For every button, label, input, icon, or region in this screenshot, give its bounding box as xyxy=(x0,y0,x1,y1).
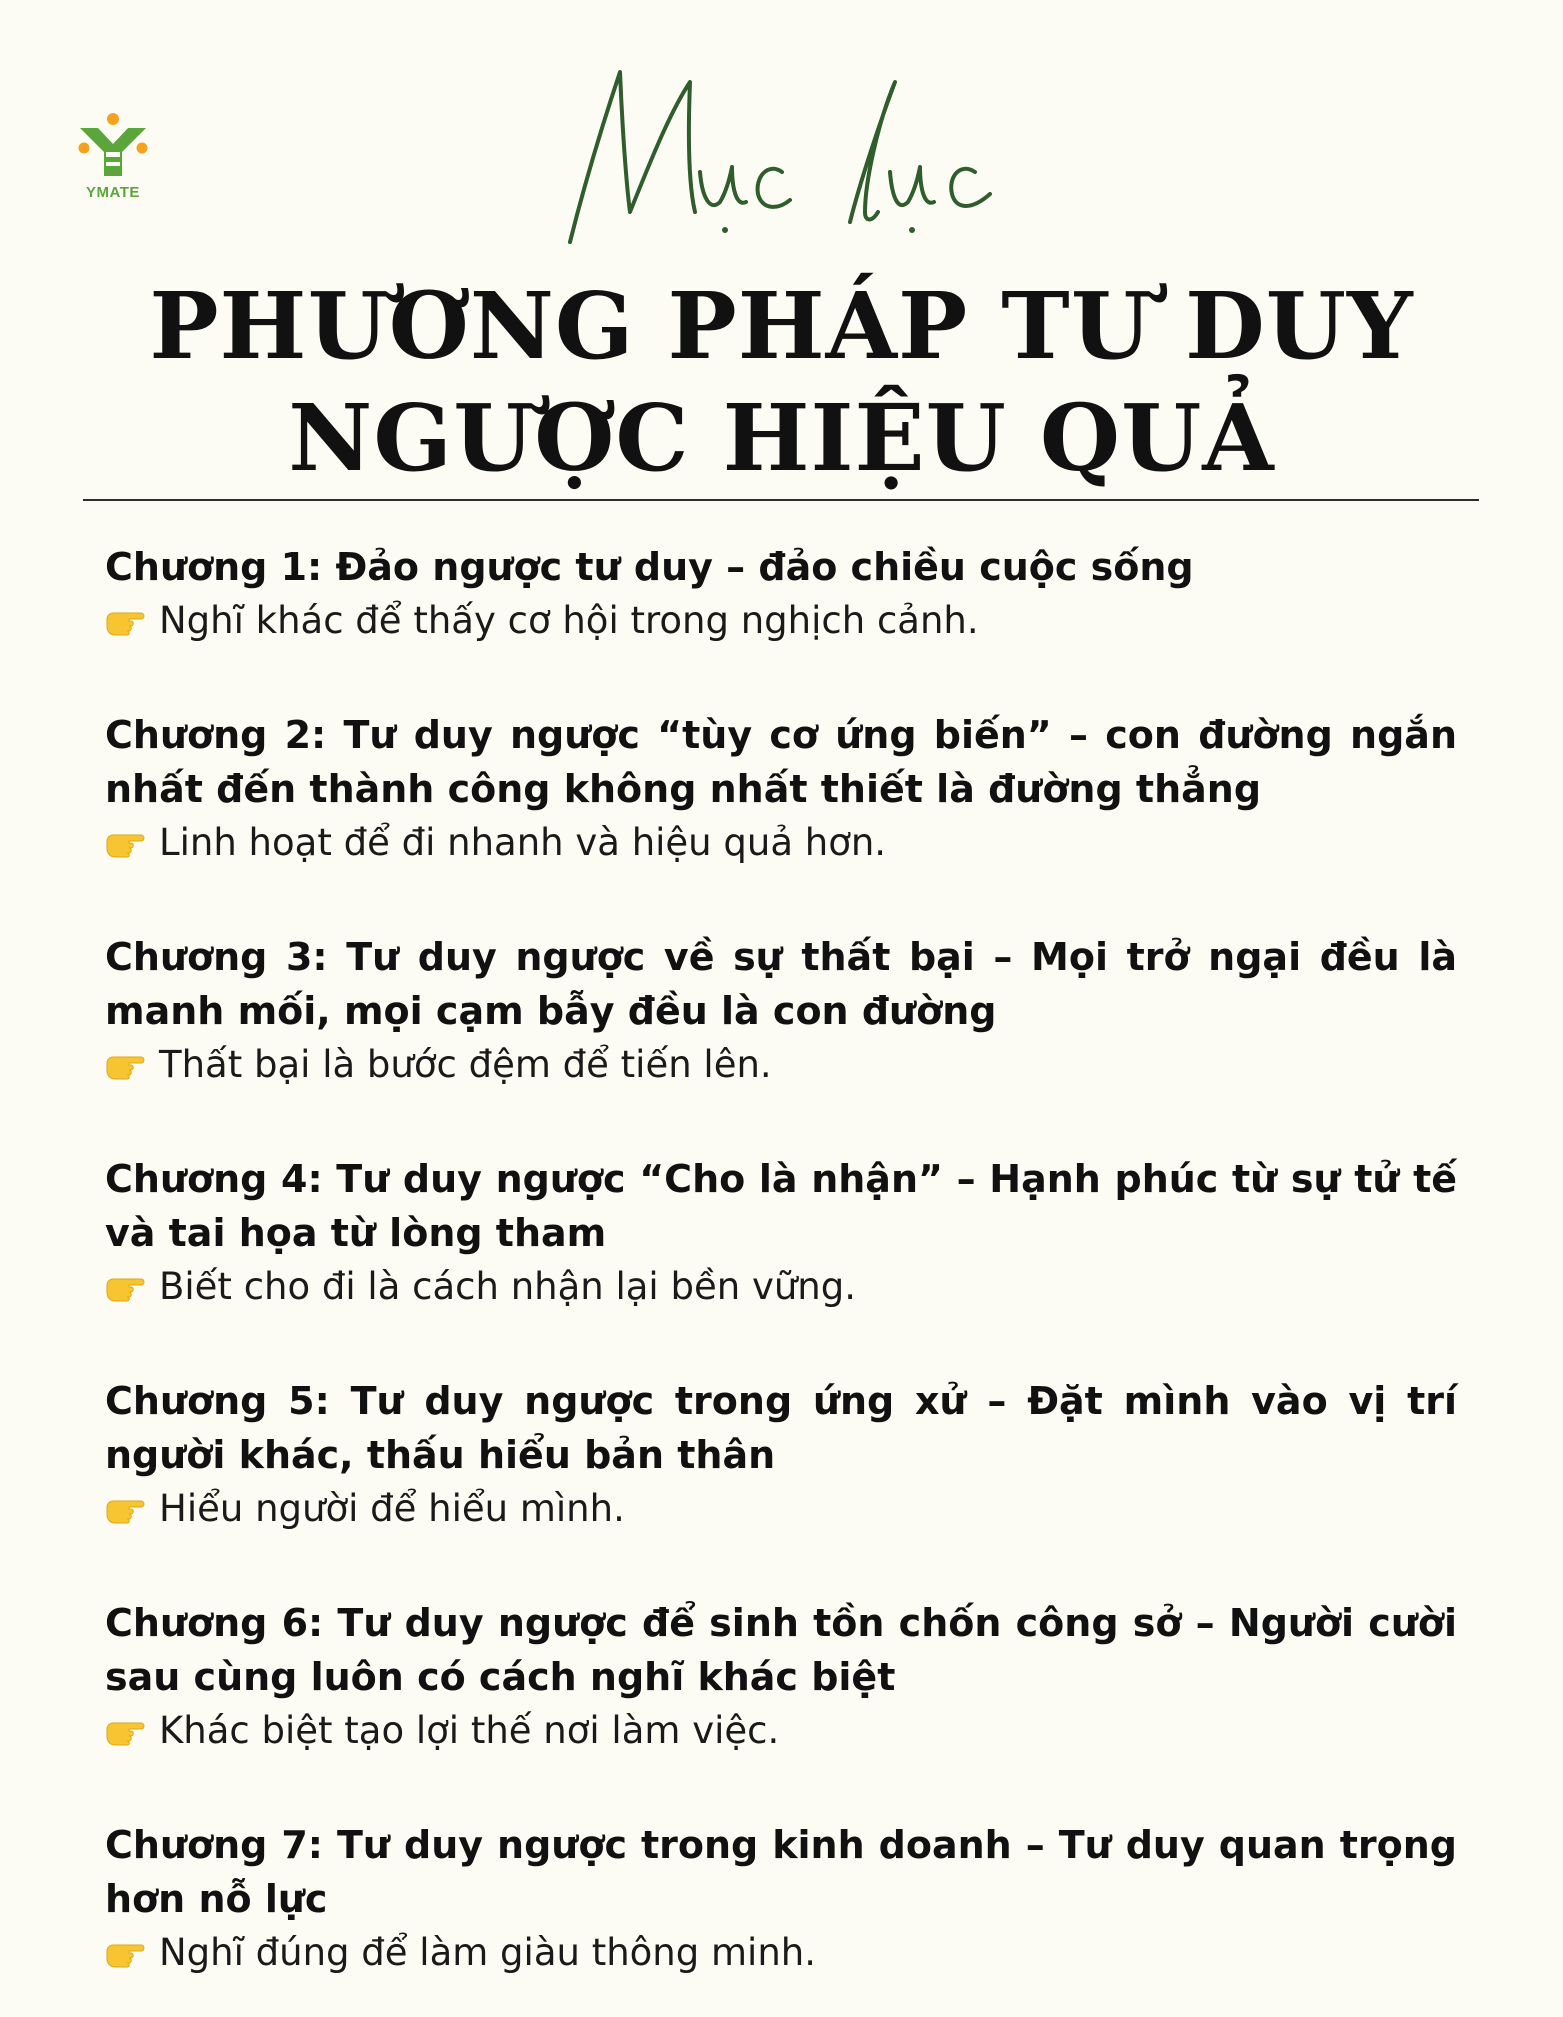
pointing-hand-icon xyxy=(105,605,147,637)
script-heading xyxy=(560,62,1000,262)
chapter-summary-text: Linh hoạt để đi nhanh và hiệu quả hơn. xyxy=(159,821,887,864)
chapter-item xyxy=(105,708,1457,870)
page-title xyxy=(0,270,1563,494)
chapter-item xyxy=(105,1596,1457,1758)
page-title-line-1: PHƯƠNG PHÁP TƯ DUY xyxy=(149,272,1414,380)
chapter-summary-text: Hiểu người để hiểu mình. xyxy=(159,1487,625,1530)
chapter-title: Chương 6: Tư duy ngược để sinh tồn chốn công sở – Người cười sau cùng luôn có cách nghĩ khác biệt xyxy=(105,1601,1457,1699)
chapter-summary-text: Biết cho đi là cách nhận lại bền vững. xyxy=(159,1265,856,1308)
chapter-summary xyxy=(105,594,1457,648)
pointing-hand-icon xyxy=(105,1715,147,1747)
chapter-item xyxy=(105,930,1457,1092)
chapter-item xyxy=(105,1152,1457,1314)
logo-text: YMATE xyxy=(86,184,140,201)
chapter-summary xyxy=(105,1260,1457,1314)
pointing-hand-icon xyxy=(105,827,147,859)
chapter-title: Chương 7: Tư duy ngược trong kinh doanh – Tư duy quan trọng hơn nỗ lực xyxy=(105,1823,1457,1921)
chapter-summary-text: Thất bại là bước đệm để tiến lên. xyxy=(159,1043,772,1086)
chapter-title: Chương 2: Tư duy ngược “tùy cơ ứng biến” – con đường ngắn nhất đến thành công không nhất thiết là đường thẳng xyxy=(105,713,1457,811)
chapter-summary xyxy=(105,1482,1457,1536)
pointing-hand-icon xyxy=(105,1049,147,1081)
chapter-summary-text: Khác biệt tạo lợi thế nơi làm việc. xyxy=(159,1709,780,1752)
chapter-summary xyxy=(105,816,1457,870)
pointing-hand-icon xyxy=(105,1271,147,1303)
chapter-summary xyxy=(105,1926,1457,1980)
chapter-title: Chương 3: Tư duy ngược về sự thất bại – Mọi trở ngại đều là manh mối, mọi cạm bẫy đều là con đường xyxy=(105,935,1457,1033)
chapter-summary-text: Nghĩ khác để thấy cơ hội trong nghịch cảnh. xyxy=(159,599,979,642)
page-title-line-2: NGƯỢC HIỆU QUẢ xyxy=(288,384,1275,492)
chapter-summary xyxy=(105,1704,1457,1758)
chapter-item xyxy=(105,1818,1457,1980)
ymate-logo xyxy=(76,112,150,204)
chapter-summary xyxy=(105,1038,1457,1092)
chapter-summary-text: Nghĩ đúng để làm giàu thông minh. xyxy=(159,1931,816,1974)
pointing-hand-icon xyxy=(105,1493,147,1525)
chapter-item xyxy=(105,540,1457,648)
chapter-title: Chương 5: Tư duy ngược trong ứng xử – Đặt mình vào vị trí người khác, thấu hiểu bản thân xyxy=(105,1379,1457,1477)
pointing-hand-icon xyxy=(105,1937,147,1969)
title-divider xyxy=(83,499,1479,501)
script-heading-lettering xyxy=(560,62,1000,262)
chapter-title: Chương 1: Đảo ngược tư duy – đảo chiều cuộc sống xyxy=(105,545,1194,589)
chapter-list xyxy=(105,540,1457,1980)
chapter-title: Chương 4: Tư duy ngược “Cho là nhận” – Hạnh phúc từ sự tử tế và tai họa từ lòng tham xyxy=(105,1157,1457,1255)
chapter-item xyxy=(105,1374,1457,1536)
ymate-logo-icon xyxy=(76,112,150,178)
